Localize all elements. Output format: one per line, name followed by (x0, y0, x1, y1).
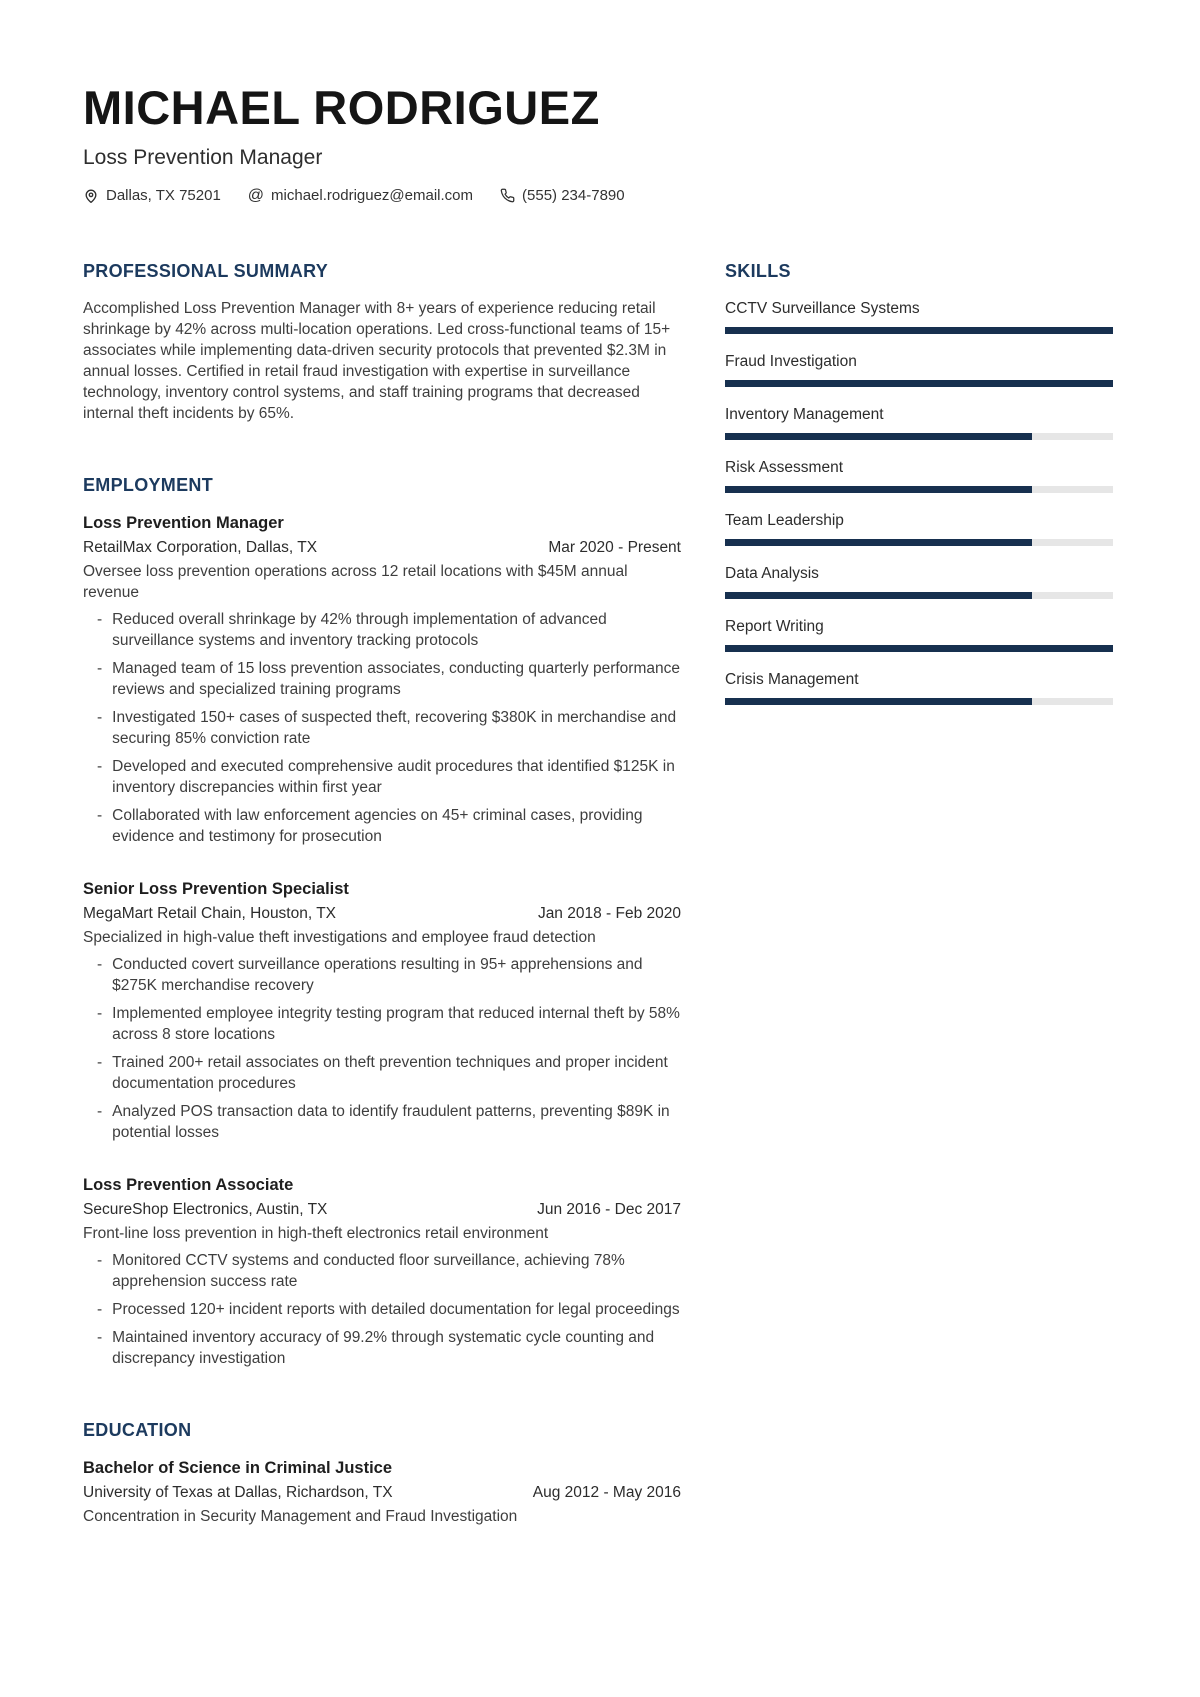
skill-bar-fill (725, 486, 1032, 493)
skill-bar-track (725, 380, 1113, 387)
bullet-text: Analyzed POS transaction data to identify fraudulent patterns, preventing $89K in potential losses (112, 1103, 670, 1141)
bullet-text: Maintained inventory accuracy of 99.2% through systematic cycle counting and discrepancy investigation (112, 1329, 655, 1367)
skill-label: Data Analysis (725, 565, 819, 582)
bullet-item (83, 805, 681, 847)
bullet-item (83, 707, 681, 749)
bullet-text: Developed and executed comprehensive audit procedures that identified $125K in inventory discrepancies within first year (112, 758, 675, 796)
skill-bar-fill (725, 592, 1032, 599)
job-dates: Mar 2020 - Present (548, 539, 681, 556)
bullet-dash: - (97, 956, 103, 973)
skill-bar-track (725, 327, 1113, 334)
skill-bar-track (725, 592, 1113, 599)
bullet-text: Conducted covert surveillance operations resulting in 95+ apprehensions and $275K merchandise recovery (112, 956, 643, 994)
job-description: Oversee loss prevention operations across 12 retail locations with $45M annual revenue (83, 563, 628, 601)
phone-icon (500, 188, 515, 203)
bullet-item (83, 756, 681, 798)
skill-bar-fill (725, 539, 1032, 546)
skill-label: Crisis Management (725, 671, 859, 688)
bullet-dash: - (97, 611, 103, 628)
bullet-item (83, 1052, 681, 1094)
bullet-item (83, 1299, 681, 1320)
skill-bar-track (725, 698, 1113, 705)
summary-text: Accomplished Loss Prevention Manager with 8+ years of experience reducing retail shrinkage by 42% across multi-location operations. Led cross-functional teams of 15+ associates while implementing data-driven security protocols that prevented $2.3M in annual losses. Certified in retail fraud investigation with expertise in surveillance technology, inventory control systems, and staff training programs that decreased internal theft incidents by 65%. (83, 300, 671, 422)
bullet-item (83, 954, 681, 996)
bullet-text: Monitored CCTV systems and conducted floor surveillance, achieving 78% apprehension success rate (112, 1252, 625, 1290)
contact-email (248, 187, 473, 204)
contact-location-text: Dallas, TX 75201 (106, 187, 221, 204)
skill-item (725, 457, 1113, 493)
skill-bar-track (725, 433, 1113, 440)
section-professional-summary (83, 261, 681, 424)
job-company: MegaMart Retail Chain, Houston, TX (83, 905, 336, 922)
education-heading: EDUCATION (83, 1420, 192, 1440)
bullet-dash: - (97, 660, 103, 677)
section-education (83, 1420, 681, 1527)
job-bullets (83, 954, 681, 1143)
contact-phone (500, 187, 625, 204)
person-name: MICHAEL RODRIGUEZ (83, 81, 600, 134)
bullet-text: Implemented employee integrity testing program that reduced internal theft by 58% across 8 store locations (112, 1005, 680, 1043)
job-title: Senior Loss Prevention Specialist (83, 880, 349, 898)
bullet-dash: - (97, 1005, 103, 1022)
employment-entry (83, 512, 681, 847)
skill-item (725, 616, 1113, 652)
education-degree: Bachelor of Science in Criminal Justice (83, 1459, 393, 1477)
skill-label: Report Writing (725, 618, 824, 635)
job-bullets (83, 609, 681, 847)
bullet-dash: - (97, 1054, 103, 1071)
job-meta-row (83, 1199, 681, 1221)
bullet-dash: - (97, 758, 103, 775)
skills-heading: SKILLS (725, 261, 791, 281)
sidebar-column (725, 261, 1113, 1527)
bullet-text: Investigated 150+ cases of suspected theft, recovering $380K in merchandise and securing 85% conviction rate (112, 709, 677, 747)
employment-entry (83, 1174, 681, 1369)
bullet-dash: - (97, 1103, 103, 1120)
job-meta-row (83, 537, 681, 559)
bullet-text: Trained 200+ retail associates on theft prevention techniques and proper incident documentation procedures (112, 1054, 668, 1092)
bullet-item (83, 1003, 681, 1045)
job-description: Front-line loss prevention in high-theft electronics retail environment (83, 1225, 549, 1242)
section-employment (83, 475, 681, 1369)
job-title: Loss Prevention Associate (83, 1176, 294, 1194)
person-job-title: Loss Prevention Manager (83, 146, 323, 169)
skill-label: Fraud Investigation (725, 353, 857, 370)
job-dates: Jan 2018 - Feb 2020 (537, 905, 681, 922)
skill-item (725, 298, 1113, 334)
bullet-item (83, 658, 681, 700)
education-dates: Aug 2012 - May 2016 (532, 1484, 681, 1501)
skill-item (725, 563, 1113, 599)
education-meta-row (83, 1482, 681, 1504)
job-meta-row (83, 903, 681, 925)
bullet-item (83, 1101, 681, 1143)
summary-heading: PROFESSIONAL SUMMARY (83, 261, 329, 281)
job-bullets (83, 1250, 681, 1369)
employment-entries (83, 512, 681, 1369)
job-company: RetailMax Corporation, Dallas, TX (83, 539, 318, 556)
skill-item (725, 351, 1113, 387)
skill-bar-fill (725, 327, 1113, 334)
contact-row (83, 187, 1113, 204)
bullet-dash: - (97, 807, 103, 824)
bullet-dash: - (97, 1329, 103, 1346)
skill-bar-fill (725, 380, 1113, 387)
skill-label: CCTV Surveillance Systems (725, 300, 920, 317)
bullet-text: Reduced overall shrinkage by 42% through implementation of advanced surveillance systems and inventory tracking protocols (112, 611, 607, 649)
bullet-item (83, 1327, 681, 1369)
bullet-item (83, 609, 681, 651)
bullet-text: Managed team of 15 loss prevention associates, conducting quarterly performance reviews and specialized training programs (112, 660, 680, 698)
employment-entry (83, 878, 681, 1143)
bullet-dash: - (97, 1301, 103, 1318)
skill-bar-fill (725, 645, 1113, 652)
resume-header (83, 81, 1113, 204)
job-company: SecureShop Electronics, Austin, TX (83, 1201, 328, 1218)
skill-bar-fill (725, 433, 1032, 440)
skill-label: Inventory Management (725, 406, 884, 423)
education-school: University of Texas at Dallas, Richardson, TX (83, 1484, 393, 1501)
bullet-text: Processed 120+ incident reports with detailed documentation for legal proceedings (112, 1301, 680, 1318)
bullet-text: Collaborated with law enforcement agencies on 45+ criminal cases, providing evidence and testimony for prosecution (112, 807, 643, 845)
skill-bar-track (725, 539, 1113, 546)
job-description: Specialized in high-value theft investigations and employee fraud detection (83, 929, 596, 946)
skill-bar-fill (725, 698, 1032, 705)
job-title: Loss Prevention Manager (83, 514, 284, 532)
location-pin-icon (83, 188, 99, 204)
skill-item (725, 510, 1113, 546)
skill-label: Risk Assessment (725, 459, 844, 476)
employment-heading: EMPLOYMENT (83, 475, 214, 495)
contact-phone-text: (555) 234-7890 (522, 187, 625, 204)
skill-item (725, 669, 1113, 705)
contact-email-text: michael.rodriguez@email.com (271, 187, 474, 204)
email-at-icon: @ (247, 186, 265, 204)
skill-label: Team Leadership (725, 512, 844, 529)
contact-location (83, 187, 221, 204)
skill-item (725, 404, 1113, 440)
bullet-dash: - (97, 709, 103, 726)
education-concentration: Concentration in Security Management and Fraud Investigation (83, 1508, 518, 1525)
resume-body (83, 261, 1113, 1527)
main-column (83, 261, 681, 1527)
bullet-item (83, 1250, 681, 1292)
section-skills (725, 261, 1113, 705)
job-dates: Jun 2016 - Dec 2017 (537, 1201, 681, 1218)
bullet-dash: - (97, 1252, 103, 1269)
skills-list (725, 298, 1113, 705)
skill-bar-track (725, 645, 1113, 652)
skill-bar-track (725, 486, 1113, 493)
